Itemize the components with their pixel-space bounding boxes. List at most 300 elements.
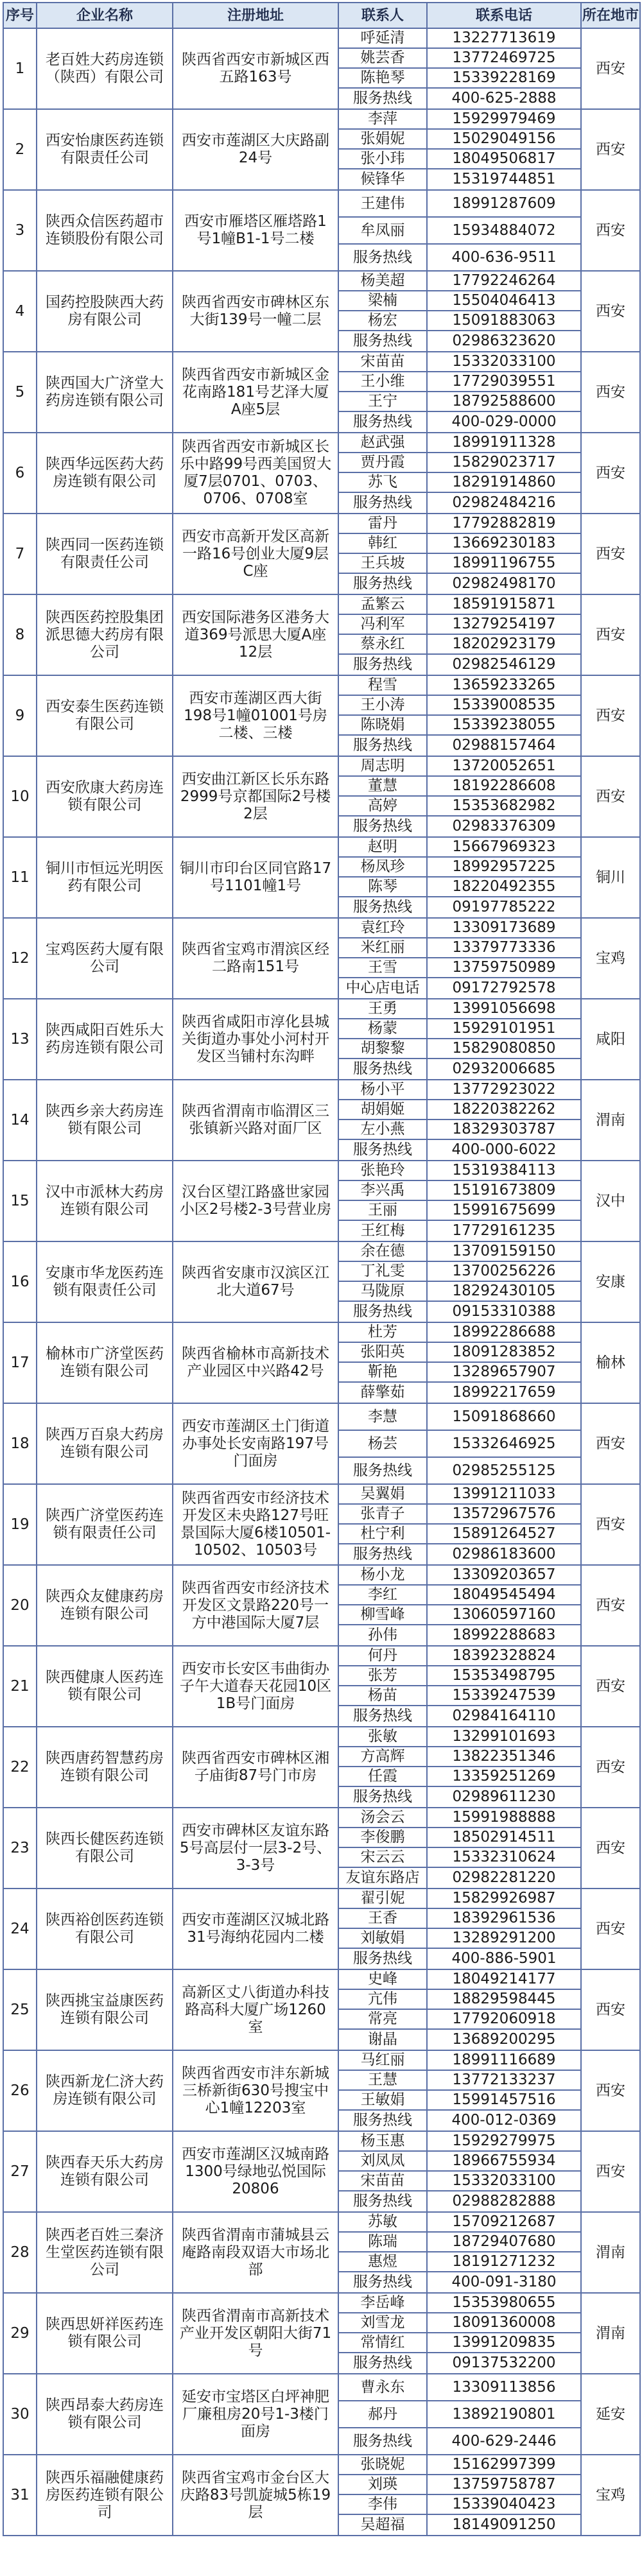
- address-cell: 西安市莲湖区汉城北路31号海纳花园内二楼: [173, 1889, 338, 1969]
- city-cell: 延安: [581, 2374, 640, 2455]
- seq-cell: 24: [3, 1889, 37, 1969]
- contact-name-cell: 王勇: [338, 999, 427, 1019]
- contact-name-cell: 张芳: [338, 1666, 427, 1686]
- header-city: 所在地市: [581, 3, 640, 28]
- phone-cell: 02988157464: [427, 735, 581, 756]
- company-name-cell: 老百姓大药房连锁（陕西）有限公司: [37, 28, 173, 109]
- phone-cell: 18992957225: [427, 857, 581, 877]
- contact-name-cell: 服务热线: [338, 331, 427, 352]
- contact-name-cell: 胡黎黎: [338, 1039, 427, 1059]
- contact-name-cell: 杨宏: [338, 311, 427, 331]
- phone-cell: 15332033100: [427, 2171, 581, 2191]
- phone-cell: 13689200295: [427, 2029, 581, 2050]
- contact-name-cell: 服务热线: [338, 2272, 427, 2293]
- address-cell: 西安国际港务区港务大道369号派思大厦A座12层: [173, 594, 338, 675]
- company-name-cell: 陕西咸阳百姓乐大药房连锁有限公司: [37, 999, 173, 1080]
- company-name-cell: 陕西昂泰大药房连锁有限公司: [37, 2374, 173, 2455]
- phone-cell: 18191271232: [427, 2252, 581, 2272]
- contact-name-cell: 王宁: [338, 392, 427, 411]
- contact-name-cell: 张敏: [338, 1727, 427, 1747]
- table-row: [3, 1484, 640, 1504]
- address-cell: 陕西省西安市碑林区东大街139号一幢二层: [173, 271, 338, 352]
- city-cell: 西安: [581, 2050, 640, 2131]
- address-cell: 西安市莲湖区大庆路副24号: [173, 109, 338, 190]
- city-cell: 西安: [581, 1969, 640, 2050]
- phone-cell: 13379773336: [427, 938, 581, 958]
- seq-cell: 22: [3, 1727, 37, 1808]
- seq-cell: 3: [3, 190, 37, 271]
- address-cell: 陕西省渭南市蒲城县云庵路南段双语大市场北部: [173, 2212, 338, 2293]
- address-cell: 陕西省西安市碑林区湘子庙街87号门市房: [173, 1727, 338, 1808]
- phone-cell: 13772469725: [427, 48, 581, 68]
- contact-name-cell: 服务热线: [338, 88, 427, 109]
- pharmacy-contact-table: [3, 2, 641, 2536]
- phone-cell: 15829023717: [427, 453, 581, 472]
- seq-cell: 16: [3, 1241, 37, 1322]
- phone-cell: 13227713619: [427, 28, 581, 48]
- contact-name-cell: 服务热线: [338, 654, 427, 675]
- table-row: [3, 675, 640, 695]
- contact-name-cell: 苏飞: [338, 472, 427, 492]
- phone-cell: 18392328824: [427, 1646, 581, 1666]
- phone-cell: 02988282888: [427, 2191, 581, 2212]
- seq-cell: 14: [3, 1080, 37, 1161]
- table-row: [3, 2455, 640, 2475]
- contact-name-cell: 服务热线: [338, 735, 427, 756]
- contact-name-cell: 王红梅: [338, 1220, 427, 1241]
- phone-cell: 13709159150: [427, 1241, 581, 1261]
- table-row: [3, 1080, 640, 1100]
- address-cell: 西安市莲湖区土门街道办事处长安南路197号门面房: [173, 1403, 338, 1484]
- seq-cell: 31: [3, 2455, 37, 2536]
- table-row: [3, 837, 640, 857]
- phone-cell: 18049214177: [427, 1969, 581, 1989]
- phone-cell: 18991911328: [427, 433, 581, 453]
- table-body: [3, 28, 640, 2536]
- city-cell: 安康: [581, 1241, 640, 1322]
- contact-name-cell: 薛擎茹: [338, 1382, 427, 1403]
- address-cell: 陕西省西安市新城区金花南路181号艺泽大厦A座5层: [173, 352, 338, 433]
- contact-name-cell: 杨凤珍: [338, 857, 427, 877]
- contact-name-cell: 董慧: [338, 776, 427, 796]
- address-cell: 延安市宝塔区白坪神肥厂廉租房20号1-3楼门面房: [173, 2374, 338, 2455]
- contact-name-cell: 李萍: [338, 109, 427, 129]
- phone-cell: 18291914860: [427, 472, 581, 492]
- contact-name-cell: 李红: [338, 1585, 427, 1605]
- phone-cell: 18502914511: [427, 1828, 581, 1847]
- contact-name-cell: 冯利军: [338, 614, 427, 634]
- phone-cell: 17792246264: [427, 271, 581, 291]
- address-cell: 陕西省西安市沣东新城三桥新街630号搜宝中心1幢12203室: [173, 2050, 338, 2131]
- seq-cell: 27: [3, 2131, 37, 2212]
- company-name-cell: 陕西同一医药连锁有限责任公司: [37, 514, 173, 594]
- phone-cell: 400-886-5901: [427, 1948, 581, 1969]
- address-cell: 陕西省宝鸡市渭滨区经二路南151号: [173, 918, 338, 999]
- contact-name-cell: 王慧: [338, 2070, 427, 2090]
- city-cell: 西安: [581, 1565, 640, 1646]
- seq-cell: 12: [3, 918, 37, 999]
- address-cell: 西安市高新开发区高新一路16号创业大厦9层C座: [173, 514, 338, 594]
- table-row: [3, 1969, 640, 1989]
- phone-cell: 02986323620: [427, 331, 581, 352]
- contact-name-cell: 杨小平: [338, 1080, 427, 1100]
- address-cell: 陕西省渭南市临渭区三张镇新兴路对面厂区: [173, 1080, 338, 1161]
- header-company: 企业名称: [37, 3, 173, 28]
- contact-name-cell: 服务热线: [338, 2353, 427, 2374]
- city-cell: 西安: [581, 271, 640, 352]
- contact-name-cell: 张小玮: [338, 149, 427, 169]
- contact-name-cell: 马陇原: [338, 1281, 427, 1301]
- seq-cell: 29: [3, 2293, 37, 2374]
- contact-name-cell: 周志明: [338, 756, 427, 776]
- phone-cell: 13991056698: [427, 999, 581, 1019]
- phone-cell: 15339247539: [427, 1686, 581, 1706]
- seq-cell: 23: [3, 1808, 37, 1889]
- phone-cell: 13289657907: [427, 1362, 581, 1382]
- company-name-cell: 安康市华龙医药连锁有限责任公司: [37, 1241, 173, 1322]
- company-name-cell: 陕西思妍祥医药连锁有限公司: [37, 2293, 173, 2374]
- company-name-cell: 陕西众信医药超市连锁股份有限公司: [37, 190, 173, 271]
- contact-name-cell: 杨蒙: [338, 1019, 427, 1039]
- phone-cell: 18192286608: [427, 776, 581, 796]
- contact-name-cell: 亢伟: [338, 1989, 427, 2009]
- contact-name-cell: 苏敏: [338, 2212, 427, 2232]
- header-contact: 联系人: [338, 3, 427, 28]
- phone-cell: 400-091-3180: [427, 2272, 581, 2293]
- contact-name-cell: 靳艳: [338, 1362, 427, 1382]
- contact-name-cell: 杨美超: [338, 271, 427, 291]
- phone-cell: 15929279975: [427, 2131, 581, 2151]
- phone-cell: 09172792578: [427, 978, 581, 999]
- phone-cell: 15991988888: [427, 1808, 581, 1828]
- city-cell: 西安: [581, 756, 640, 837]
- phone-cell: 02982498170: [427, 573, 581, 594]
- phone-cell: 400-000-6022: [427, 1139, 581, 1161]
- contact-name-cell: 候锋华: [338, 169, 427, 190]
- contact-name-cell: 丁礼雯: [338, 1261, 427, 1281]
- phone-cell: 15991675699: [427, 1200, 581, 1220]
- phone-cell: 02985255125: [427, 1457, 581, 1484]
- header-phone: 联系电话: [427, 3, 581, 28]
- table-row: [3, 2293, 640, 2313]
- phone-cell: 18220492355: [427, 877, 581, 897]
- phone-cell: 15504046413: [427, 291, 581, 311]
- contact-name-cell: 杨玉惠: [338, 2131, 427, 2151]
- phone-cell: 18292430105: [427, 1281, 581, 1301]
- contact-name-cell: 服务热线: [338, 816, 427, 837]
- phone-cell: 15191673809: [427, 1180, 581, 1200]
- contact-name-cell: 翟引妮: [338, 1889, 427, 1908]
- table-row: [3, 1889, 640, 1908]
- table-row: [3, 514, 640, 533]
- contact-name-cell: 梁楠: [338, 291, 427, 311]
- contact-name-cell: 陈琴: [338, 877, 427, 897]
- contact-name-cell: 常亮: [338, 2009, 427, 2029]
- phone-cell: 13772133237: [427, 2070, 581, 2090]
- contact-name-cell: 王敏娟: [338, 2090, 427, 2110]
- company-name-cell: 陕西长健医药连锁有限公司: [37, 1808, 173, 1889]
- address-cell: 陕西省西安市新城区长乐中路99号西美国贸大厦7层0701、0703、0706、0708室: [173, 433, 338, 514]
- city-cell: 宝鸡: [581, 918, 640, 999]
- phone-cell: 18392961536: [427, 1908, 581, 1928]
- table-row: [3, 918, 640, 938]
- table-row: [3, 190, 640, 217]
- contact-name-cell: 曹永东: [338, 2374, 427, 2401]
- company-name-cell: 陕西乡亲大药房连锁有限公司: [37, 1080, 173, 1161]
- contact-name-cell: 谢晶: [338, 2029, 427, 2050]
- contact-name-cell: 雷丹: [338, 514, 427, 533]
- phone-cell: 13991211033: [427, 1484, 581, 1504]
- seq-cell: 19: [3, 1484, 37, 1565]
- contact-name-cell: 友谊东路店: [338, 1867, 427, 1889]
- contact-name-cell: 李俊鹏: [338, 1828, 427, 1847]
- contact-name-cell: 韩红: [338, 533, 427, 553]
- phone-cell: 15829080850: [427, 1039, 581, 1059]
- contact-name-cell: 服务热线: [338, 2110, 427, 2131]
- phone-cell: 18992217659: [427, 1382, 581, 1403]
- contact-name-cell: 刘雪龙: [338, 2313, 427, 2333]
- city-cell: 西安: [581, 514, 640, 594]
- phone-cell: 09153310388: [427, 1301, 581, 1322]
- phone-cell: 02982281220: [427, 1867, 581, 1889]
- company-name-cell: 陕西众友健康药房连锁有限公司: [37, 1565, 173, 1646]
- contact-name-cell: 王建伟: [338, 190, 427, 217]
- contact-name-cell: 余在德: [338, 1241, 427, 1261]
- phone-cell: 15091868660: [427, 1403, 581, 1430]
- seq-cell: 8: [3, 594, 37, 675]
- contact-name-cell: 张晓妮: [338, 2455, 427, 2475]
- phone-cell: 15934884072: [427, 217, 581, 244]
- contact-name-cell: 何丹: [338, 1646, 427, 1666]
- phone-cell: 13669230183: [427, 533, 581, 553]
- phone-cell: 400-636-9511: [427, 244, 581, 271]
- company-name-cell: 国药控股陕西大药房有限公司: [37, 271, 173, 352]
- contact-name-cell: 服务热线: [338, 573, 427, 594]
- contact-name-cell: 杜宁利: [338, 1524, 427, 1544]
- address-cell: 西安曲江新区长乐东路2999号京都国际2号楼2层: [173, 756, 338, 837]
- contact-name-cell: 王香: [338, 1908, 427, 1928]
- contact-name-cell: 吴翼娟: [338, 1484, 427, 1504]
- address-cell: 铜川市印台区同官路17号1101幢1号: [173, 837, 338, 918]
- contact-name-cell: 王小涛: [338, 695, 427, 715]
- contact-name-cell: 米红丽: [338, 938, 427, 958]
- phone-cell: 15891264527: [427, 1524, 581, 1544]
- phone-cell: 15709212687: [427, 2212, 581, 2232]
- contact-name-cell: 张娟妮: [338, 129, 427, 149]
- seq-cell: 17: [3, 1322, 37, 1403]
- contact-name-cell: 服务热线: [338, 1544, 427, 1565]
- contact-name-cell: 服务热线: [338, 1786, 427, 1808]
- phone-cell: 09137532200: [427, 2353, 581, 2374]
- city-cell: 西安: [581, 1727, 640, 1808]
- contact-name-cell: 刘瑛: [338, 2475, 427, 2494]
- header-address: 注册地址: [173, 3, 338, 28]
- address-cell: 西安市雁塔区雁塔路1号1幢B1-1号二楼: [173, 190, 338, 271]
- phone-cell: 18202923179: [427, 634, 581, 654]
- phone-cell: 15319744851: [427, 169, 581, 190]
- address-cell: 西安市碑林区友谊东路5号高层付一层3-2号、3-3号: [173, 1808, 338, 1889]
- contact-name-cell: 服务热线: [338, 1706, 427, 1727]
- contact-name-cell: 呼延清: [338, 28, 427, 48]
- contact-name-cell: 高婷: [338, 796, 427, 816]
- city-cell: 西安: [581, 352, 640, 433]
- contact-name-cell: 李岳峰: [338, 2293, 427, 2313]
- company-name-cell: 陕西新龙仁济大药房连锁有限公司: [37, 2050, 173, 2131]
- phone-cell: 09197785222: [427, 897, 581, 918]
- city-cell: 西安: [581, 1484, 640, 1565]
- phone-cell: 15339238055: [427, 715, 581, 735]
- city-cell: 宝鸡: [581, 2455, 640, 2536]
- city-cell: 西安: [581, 2131, 640, 2212]
- contact-name-cell: 服务热线: [338, 1139, 427, 1161]
- city-cell: 西安: [581, 1808, 640, 1889]
- phone-cell: 13759750989: [427, 958, 581, 978]
- address-cell: 陕西省西安市经济技术开发区文景路220号一方中港国际大厦7层: [173, 1565, 338, 1646]
- phone-cell: 15332310624: [427, 1847, 581, 1867]
- contact-name-cell: 张艳玲: [338, 1161, 427, 1180]
- phone-cell: 18091283852: [427, 1342, 581, 1362]
- table-row: [3, 2212, 640, 2232]
- phone-cell: 02986183600: [427, 1544, 581, 1565]
- city-cell: 西安: [581, 433, 640, 514]
- phone-cell: 15339008535: [427, 695, 581, 715]
- contact-name-cell: 左小燕: [338, 1119, 427, 1139]
- seq-cell: 6: [3, 433, 37, 514]
- address-cell: 陕西省榆林市高新技术产业园区中兴路42号: [173, 1322, 338, 1403]
- contact-name-cell: 汤会云: [338, 1808, 427, 1828]
- phone-cell: 13892190801: [427, 2401, 581, 2428]
- contact-name-cell: 服务热线: [338, 1059, 427, 1080]
- contact-name-cell: 宋苗苗: [338, 352, 427, 372]
- seq-cell: 28: [3, 2212, 37, 2293]
- phone-cell: 15319384113: [427, 1161, 581, 1180]
- contact-name-cell: 袁红玲: [338, 918, 427, 938]
- seq-cell: 2: [3, 109, 37, 190]
- city-cell: 汉中: [581, 1161, 640, 1241]
- address-cell: 陕西省西安市经济技术开发区未央路127号旺景国际大厦6楼10501-10502、10503号: [173, 1484, 338, 1565]
- address-cell: 高新区丈八街道办科技路高科大厦广场1260室: [173, 1969, 338, 2050]
- address-cell: 陕西省西安市新城区西五路163号: [173, 28, 338, 109]
- address-cell: 汉台区望江路盛世家园小区2号楼2-3号营业房: [173, 1161, 338, 1241]
- contact-name-cell: 刘敏娟: [338, 1928, 427, 1948]
- table-row: [3, 271, 640, 291]
- contact-name-cell: 王兵坡: [338, 553, 427, 573]
- seq-cell: 11: [3, 837, 37, 918]
- company-name-cell: 西安怡康医药连锁有限责任公司: [37, 109, 173, 190]
- phone-cell: 18991116689: [427, 2050, 581, 2070]
- phone-cell: 15339040423: [427, 2494, 581, 2514]
- seq-cell: 21: [3, 1646, 37, 1727]
- phone-cell: 15353980655: [427, 2293, 581, 2313]
- company-name-cell: 陕西广济堂医药连锁有限责任公司: [37, 1484, 173, 1565]
- phone-cell: 17729161235: [427, 1220, 581, 1241]
- city-cell: 西安: [581, 1403, 640, 1484]
- contact-name-cell: 服务热线: [338, 492, 427, 514]
- seq-cell: 4: [3, 271, 37, 352]
- company-name-cell: 陕西唐药智慧药房连锁有限公司: [37, 1727, 173, 1808]
- contact-name-cell: 蔡永红: [338, 634, 427, 654]
- phone-cell: 13759758787: [427, 2475, 581, 2494]
- phone-cell: 02983376309: [427, 816, 581, 837]
- company-name-cell: 陕西春天乐大药房连锁有限公司: [37, 2131, 173, 2212]
- contact-name-cell: 服务热线: [338, 1301, 427, 1322]
- phone-cell: 18992286688: [427, 1322, 581, 1342]
- phone-cell: 02989611230: [427, 1786, 581, 1808]
- phone-cell: 15353682982: [427, 796, 581, 816]
- company-name-cell: 陕西万百泉大药房连锁有限公司: [37, 1403, 173, 1484]
- table-row: [3, 1646, 640, 1666]
- seq-cell: 7: [3, 514, 37, 594]
- city-cell: 西安: [581, 28, 640, 109]
- table-row: [3, 433, 640, 453]
- contact-name-cell: 马红丽: [338, 2050, 427, 2070]
- phone-cell: 15332033100: [427, 352, 581, 372]
- company-name-cell: 宝鸡医药大厦有限公司: [37, 918, 173, 999]
- contact-name-cell: 程雪: [338, 675, 427, 695]
- contact-name-cell: 李兴禹: [338, 1180, 427, 1200]
- seq-cell: 25: [3, 1969, 37, 2050]
- seq-cell: 1: [3, 28, 37, 109]
- phone-cell: 18991196755: [427, 553, 581, 573]
- address-cell: 西安市莲湖区西大街198号1幢01001号房二楼、三楼: [173, 675, 338, 756]
- table-row: [3, 1241, 640, 1261]
- phone-cell: 18992288683: [427, 1625, 581, 1646]
- city-cell: 西安: [581, 109, 640, 190]
- phone-cell: 13772923022: [427, 1080, 581, 1100]
- phone-cell: 15929979469: [427, 109, 581, 129]
- header-seq: 序号: [3, 3, 37, 28]
- phone-cell: 18329303787: [427, 1119, 581, 1139]
- seq-cell: 20: [3, 1565, 37, 1646]
- contact-name-cell: 陈艳琴: [338, 68, 427, 88]
- phone-cell: 13309173689: [427, 918, 581, 938]
- phone-cell: 18220382262: [427, 1100, 581, 1119]
- table-row: [3, 1727, 640, 1747]
- phone-cell: 15667969323: [427, 837, 581, 857]
- seq-cell: 18: [3, 1403, 37, 1484]
- city-cell: 西安: [581, 1646, 640, 1727]
- city-cell: 榆林: [581, 1322, 640, 1403]
- contact-name-cell: 杨芸: [338, 1430, 427, 1457]
- table-row: [3, 999, 640, 1019]
- contact-name-cell: 陈晓娟: [338, 715, 427, 735]
- contact-name-cell: 胡娟姬: [338, 1100, 427, 1119]
- contact-name-cell: 贾丹霞: [338, 453, 427, 472]
- phone-cell: 400-012-0369: [427, 2110, 581, 2131]
- company-name-cell: 西安欣康大药房连锁有限公司: [37, 756, 173, 837]
- table-row: [3, 1322, 640, 1342]
- company-name-cell: 陕西乐福融健康药房医药连锁有限公司: [37, 2455, 173, 2536]
- contact-name-cell: 赵武强: [338, 433, 427, 453]
- company-name-cell: 陕西国大广济堂大药房连锁有限公司: [37, 352, 173, 433]
- company-name-cell: 汉中市派林大药房连锁有限公司: [37, 1161, 173, 1241]
- table-row: [3, 1808, 640, 1828]
- contact-name-cell: 郝丹: [338, 2401, 427, 2428]
- contact-name-cell: 张青子: [338, 1504, 427, 1524]
- address-cell: 陕西省宝鸡市金台区大庆路83号凯旋城5栋19层: [173, 2455, 338, 2536]
- contact-name-cell: 牟凤丽: [338, 217, 427, 244]
- phone-cell: 13279254197: [427, 614, 581, 634]
- city-cell: 渭南: [581, 2212, 640, 2293]
- city-cell: 西安: [581, 675, 640, 756]
- contact-name-cell: 常情红: [338, 2333, 427, 2353]
- contact-name-cell: 赵明: [338, 837, 427, 857]
- contact-name-cell: 王丽: [338, 1200, 427, 1220]
- address-cell: 西安市莲湖区汉城南路1300号绿地弘悦国际20806: [173, 2131, 338, 2212]
- phone-cell: 15929101951: [427, 1019, 581, 1039]
- company-name-cell: 陕西华远医药大药房连锁有限公司: [37, 433, 173, 514]
- phone-cell: 02982484216: [427, 492, 581, 514]
